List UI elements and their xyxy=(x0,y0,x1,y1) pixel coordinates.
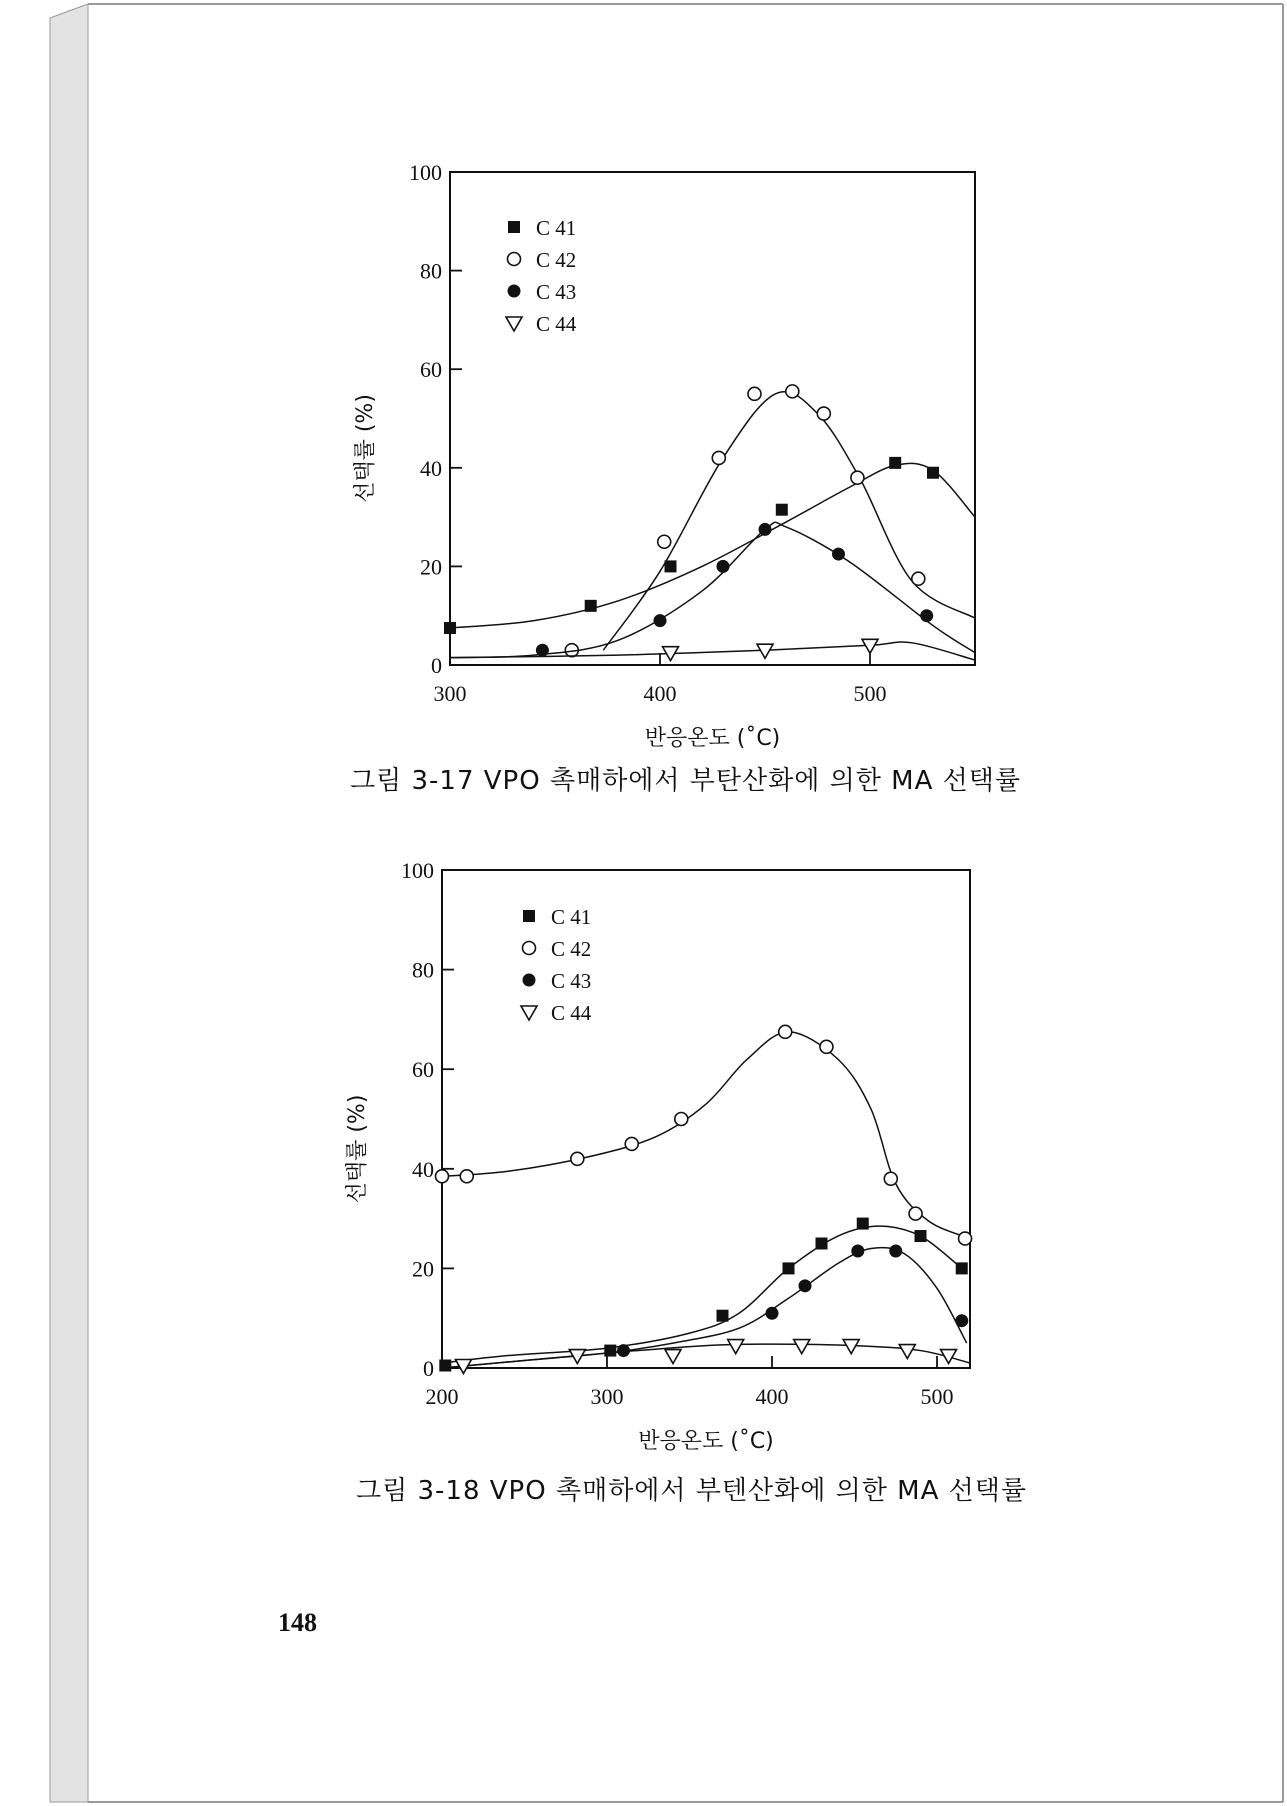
data-point xyxy=(783,1262,795,1274)
series-c-43 xyxy=(442,1244,968,1368)
legend-marker xyxy=(523,974,536,987)
data-point xyxy=(820,1040,833,1053)
legend-label: C 41 xyxy=(551,905,592,929)
y-tick-label: 0 xyxy=(423,1356,434,1381)
series-c-41 xyxy=(439,1218,967,1372)
legend-label: C 44 xyxy=(536,312,577,336)
x-tick-label: 400 xyxy=(755,1384,789,1409)
y-tick-label: 40 xyxy=(420,455,442,481)
x-tick-label: 500 xyxy=(853,681,887,706)
series-c-42 xyxy=(436,1025,972,1245)
data-point xyxy=(799,1279,812,1292)
data-point xyxy=(436,1170,449,1183)
figure-caption-3-17: 그림 3-17 VPO 촉매하에서 부탄산화에 의한 MA 선택률 xyxy=(350,766,1021,796)
data-point xyxy=(884,1172,897,1185)
data-point xyxy=(899,1345,915,1359)
data-point xyxy=(675,1113,688,1126)
legend-marker xyxy=(521,1006,537,1020)
y-tick-label: 100 xyxy=(401,858,434,883)
data-point xyxy=(617,1344,630,1357)
data-point xyxy=(728,1340,744,1354)
x-tick-label: 300 xyxy=(590,1384,624,1409)
x-tick-label: 400 xyxy=(643,681,677,706)
data-point xyxy=(665,1350,681,1364)
y-tick-label: 20 xyxy=(420,554,442,580)
legend-marker xyxy=(523,910,535,922)
y-axis-title: 선택률 (%) xyxy=(345,1094,370,1204)
data-point xyxy=(816,1238,828,1250)
y-tick-label: 60 xyxy=(412,1057,434,1083)
data-point xyxy=(959,1232,972,1245)
trend-curve xyxy=(442,1344,970,1368)
y-tick-label: 0 xyxy=(431,653,442,678)
y-tick-label: 80 xyxy=(420,258,442,284)
x-tick-label: 300 xyxy=(433,681,467,706)
y-tick-label: 100 xyxy=(409,160,442,185)
y-tick-label: 40 xyxy=(412,1156,434,1182)
data-point xyxy=(794,1340,810,1354)
legend-label: C 44 xyxy=(551,1001,592,1025)
legend-label: C 41 xyxy=(536,216,577,240)
legend-label: C 42 xyxy=(551,937,592,961)
y-tick-label: 80 xyxy=(412,957,434,983)
y-tick-label: 20 xyxy=(412,1256,434,1282)
legend-label: C 43 xyxy=(536,280,577,304)
data-point xyxy=(439,1360,451,1372)
data-point xyxy=(955,1314,968,1327)
x-axis-title: 반응온도 (˚C) xyxy=(638,1429,774,1454)
data-point xyxy=(571,1152,584,1165)
data-point xyxy=(779,1025,792,1038)
x-tick-label: 500 xyxy=(920,1384,954,1409)
y-axis-title: 선택률 (%) xyxy=(353,394,378,503)
data-point xyxy=(857,1218,869,1230)
data-point xyxy=(843,1340,859,1354)
data-point xyxy=(909,1207,922,1220)
data-point xyxy=(851,1244,864,1257)
data-point xyxy=(766,1307,779,1320)
x-axis-title: 반응온도 (˚C) xyxy=(644,726,781,751)
x-tick-label: 200 xyxy=(425,1384,459,1409)
trend-curve xyxy=(442,1248,967,1368)
trend-curve xyxy=(442,1032,970,1239)
plot-frame xyxy=(442,870,970,1368)
legend-label: C 42 xyxy=(536,248,577,272)
y-tick-label: 60 xyxy=(420,357,442,383)
data-point xyxy=(956,1262,968,1274)
legend-marker xyxy=(523,942,536,955)
data-point xyxy=(915,1230,927,1242)
trend-curve xyxy=(442,1226,962,1363)
figure-caption-3-18: 그림 3-18 VPO 촉매하에서 부텐산화에 의한 MA 선택률 xyxy=(356,1476,1027,1506)
data-point xyxy=(625,1137,638,1150)
legend-label: C 43 xyxy=(551,969,592,993)
legend xyxy=(521,905,592,1025)
data-point xyxy=(717,1310,729,1322)
data-point xyxy=(604,1345,616,1357)
data-point xyxy=(460,1170,473,1183)
data-point xyxy=(941,1350,957,1364)
page-number: 148 xyxy=(278,1608,317,1637)
data-point xyxy=(889,1244,902,1257)
